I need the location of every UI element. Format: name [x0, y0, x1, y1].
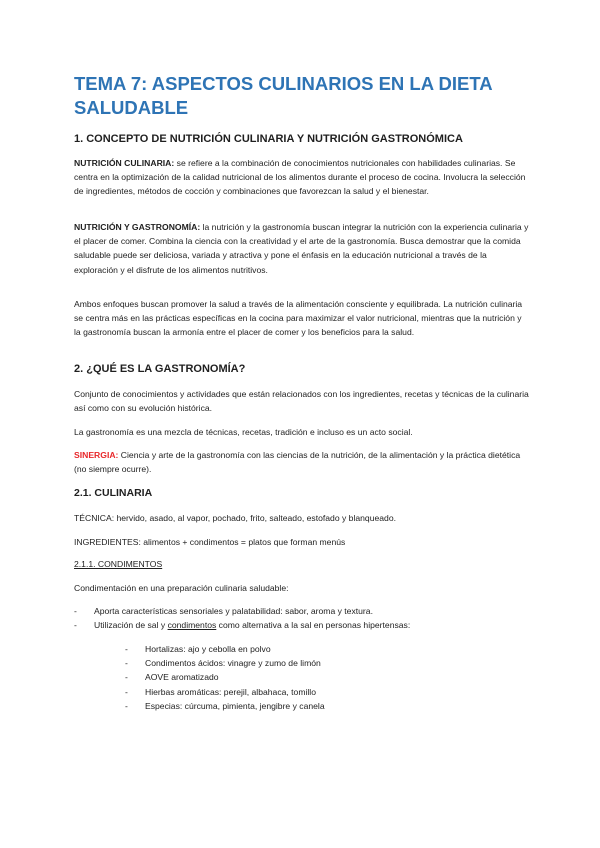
list-item — [125, 670, 325, 684]
sub-bullet-text: AOVE aromatizado — [145, 672, 219, 683]
label-nutricion-gastronomia: NUTRICIÓN Y GASTRONOMÍA: — [74, 222, 201, 232]
paragraph-nutricion-culinaria — [74, 156, 530, 199]
section-2-heading: 2. ¿QUÉ ES LA GASTRONOMÍA? — [74, 363, 246, 375]
dash-marker: - — [125, 686, 128, 697]
sub-bullet-text: Condimentos ácidos: vinagre y zumo de limón — [145, 658, 321, 669]
text-nutricion-gastronomia: la nutrición y la gastronomía buscan integrar la nutrición con la experiencia culinaria y el placer de comer. Combina la ciencia con la creatividad y el arte de la gastronomía. Busca demostrar que la comida saludable puede ser deliciosa, variada y atractiva y pone el énfasis en la educación nutricional a través de la exploración y el disfrute de los alimentos nutritivos. — [74, 222, 529, 275]
text-sinergia: Ciencia y arte de la gastronomía con las ciencias de la nutrición, de la alimentación y la práctica dietética (no siempre ocurre). — [74, 450, 521, 475]
sub-bullet-list — [125, 642, 325, 713]
dash-marker: - — [74, 620, 77, 631]
bullet-text-after: como alternativa a la sal en personas hipertensas: — [216, 620, 411, 631]
label-sinergia: SINERGIA: — [74, 450, 119, 460]
list-item — [74, 618, 411, 632]
ingredientes-line: INGREDIENTES: alimentos + condimentos = platos que forman menús — [74, 537, 346, 547]
list-item — [125, 699, 325, 713]
dash-marker: - — [74, 606, 77, 616]
dash-marker: - — [125, 658, 128, 669]
section-2-1-1-heading: 2.1.1. CONDIMENTOS — [74, 559, 163, 569]
paragraph-ambos-enfoques: Ambos enfoques buscan promover la salud a través de la alimentación consciente y equilibrada. La nutrición culinaria se centra más en las prácticas específicas en la cocina para maximizar el valor nutricional, mientras que la nutrición y la gastronomía buscan la armonía entre el placer de comer y los beneficios para la salud. — [74, 299, 523, 338]
bullet-list — [74, 604, 411, 632]
condimentacion-intro: Condimentación en una preparación culinaria saludable: — [74, 583, 289, 593]
condimentos-underlined: condimentos — [167, 620, 217, 631]
dash-marker: - — [125, 644, 128, 654]
sub-bullet-text: Hierbas aromáticas: perejil, albahaca, tomillo — [145, 686, 316, 697]
sub-bullet-text: Hortalizas: ajo y cebolla en polvo — [145, 644, 271, 654]
section-2-1-heading: 2.1. CULINARIA — [74, 487, 153, 499]
paragraph-sinergia — [74, 448, 530, 476]
dash-marker: - — [125, 700, 128, 711]
sub-bullet-text: Especias: cúrcuma, pimienta, jengibre y canela — [145, 700, 325, 711]
paragraph-gastronomia-mezcla: La gastronomía es una mezcla de técnicas, recetas, tradición e incluso es un acto social. — [74, 427, 413, 437]
bullet-text-before: Utilización de sal y — [94, 620, 168, 631]
tecnica-line: TÉCNICA: hervido, asado, al vapor, pochado, frito, salteado, estofado y blanqueado. — [74, 513, 396, 523]
list-item — [125, 656, 325, 670]
document-title: TEMA 7: ASPECTOS CULINARIOS EN LA DIETA SALUDABLE — [74, 73, 492, 118]
label-nutricion-culinaria: NUTRICIÓN CULINARIA: — [74, 158, 175, 168]
list-item — [125, 642, 325, 656]
list-item — [74, 604, 410, 618]
dash-marker: - — [125, 672, 128, 683]
text-nutricion-culinaria: se refiere a la combinación de conocimientos nutricionales con habilidades culinarias. Se centra en la optimización de la calidad nutricional de los alimentos durante el proceso de cocina. Involucra la selección de ingredientes, métodos de cocción y combinaciones que favorezcan la salud y el bienestar. — [74, 158, 526, 197]
paragraph-nutricion-gastronomia — [74, 220, 530, 277]
paragraph-gastronomia-definicion: Conjunto de conocimientos y actividades que están relacionados con los ingredientes, recetas y técnicas de la culinaria así como con su evolución histórica. — [74, 389, 529, 414]
list-item — [125, 685, 325, 699]
bullet-text: Aporta características sensoriales y palatabilidad: sabor, aroma y textura. — [94, 606, 373, 616]
section-1-heading: 1. CONCEPTO DE NUTRICIÓN CULINARIA Y NUTRICIÓN GASTRONÓMICA — [74, 133, 463, 145]
